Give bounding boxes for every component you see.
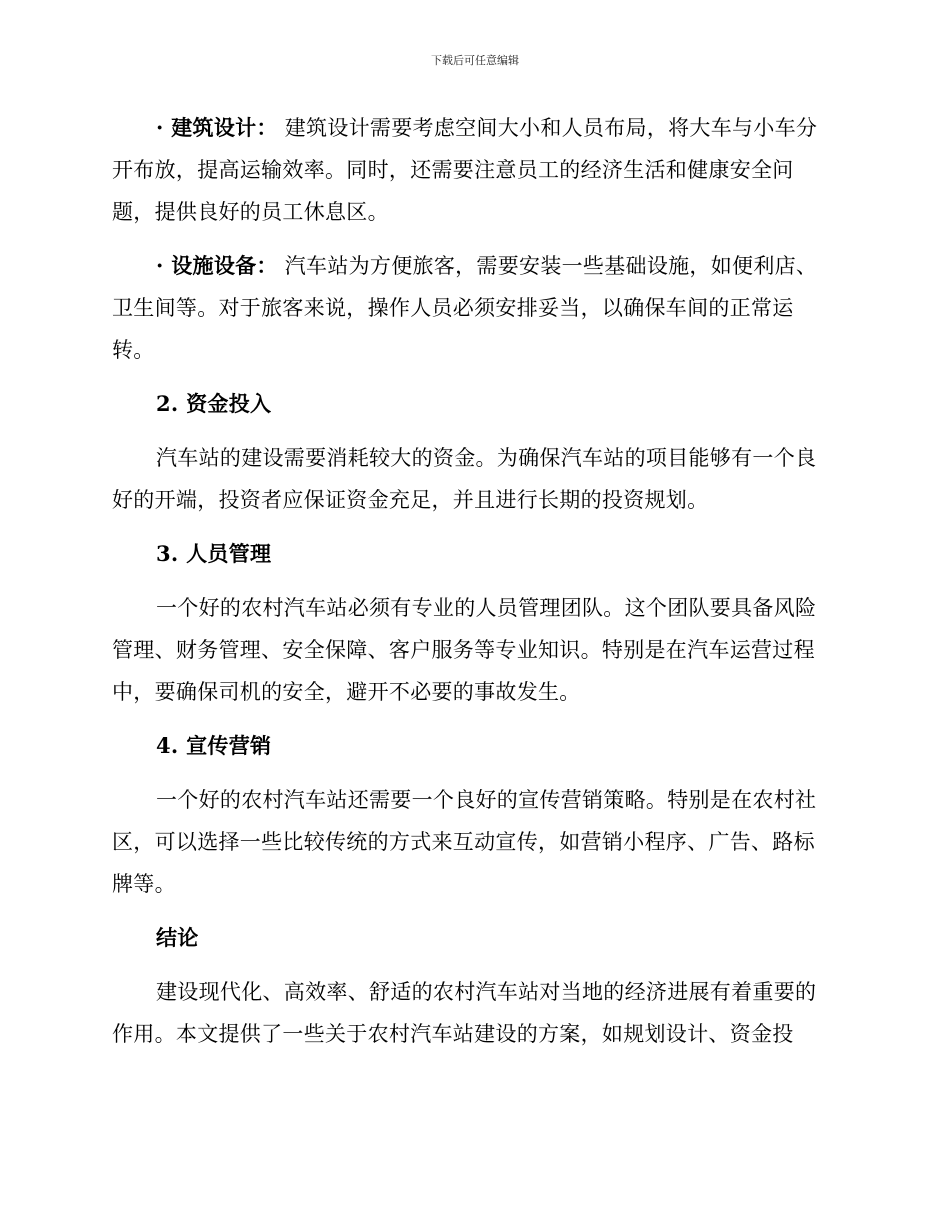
funding-paragraph: 汽车站的建设需要消耗较大的资金。为确保汽车站的项目能够有一个良好的开端，投资者应保证资金充足，并且进行长期的投资规划。 bbox=[112, 446, 817, 512]
funding-heading: 2. 资金投入 bbox=[156, 391, 272, 416]
conclusion-paragraph: 建设现代化、高效率、舒适的农村汽车站对当地的经济进展有着重要的作用。本文提供了一些关于农村汽车站建设的方案，如规划设计、资金投 bbox=[112, 980, 817, 1046]
conclusion-heading: 结论 bbox=[156, 925, 199, 950]
marketing-heading: 4. 宣传营销 bbox=[156, 733, 272, 758]
document-body bbox=[112, 107, 832, 1067]
marketing-paragraph: 一个好的农村汽车站还需要一个良好的宣传营销策略。特别是在农村社区，可以选择一些比较传统的方式来互动宣传，如营销小程序、广告、路标牌等。 bbox=[112, 788, 817, 896]
facilities-text: 汽车站为方便旅客，需要安装一些基础设施，如便利店、卫生间等。对于旅客来说，操作人员必须安排妥当，以确保车间的正常运转。 bbox=[112, 254, 818, 362]
facilities-lead: · 设施设备： bbox=[156, 253, 278, 278]
architecture-text: 建筑设计需要考虑空间大小和人员布局，将大车与小车分开布放，提高运输效率。同时，还需要注意员工的经济生活和健康安全问题，提供良好的员工休息区。 bbox=[112, 116, 818, 224]
architecture-lead: · 建筑设计： bbox=[156, 115, 278, 140]
staff-paragraph: 一个好的农村汽车站必须有专业的人员管理团队。这个团队要具备风险管理、财务管理、安全保障、客户服务等专业知识。特别是在汽车运营过程中，要确保司机的安全，避开不必要的事故发生。 bbox=[112, 596, 817, 704]
page-header: 下载后可任意编辑 bbox=[431, 54, 519, 67]
architecture-paragraph bbox=[112, 107, 832, 233]
staff-heading: 3. 人员管理 bbox=[156, 541, 272, 566]
facilities-paragraph bbox=[112, 245, 832, 371]
